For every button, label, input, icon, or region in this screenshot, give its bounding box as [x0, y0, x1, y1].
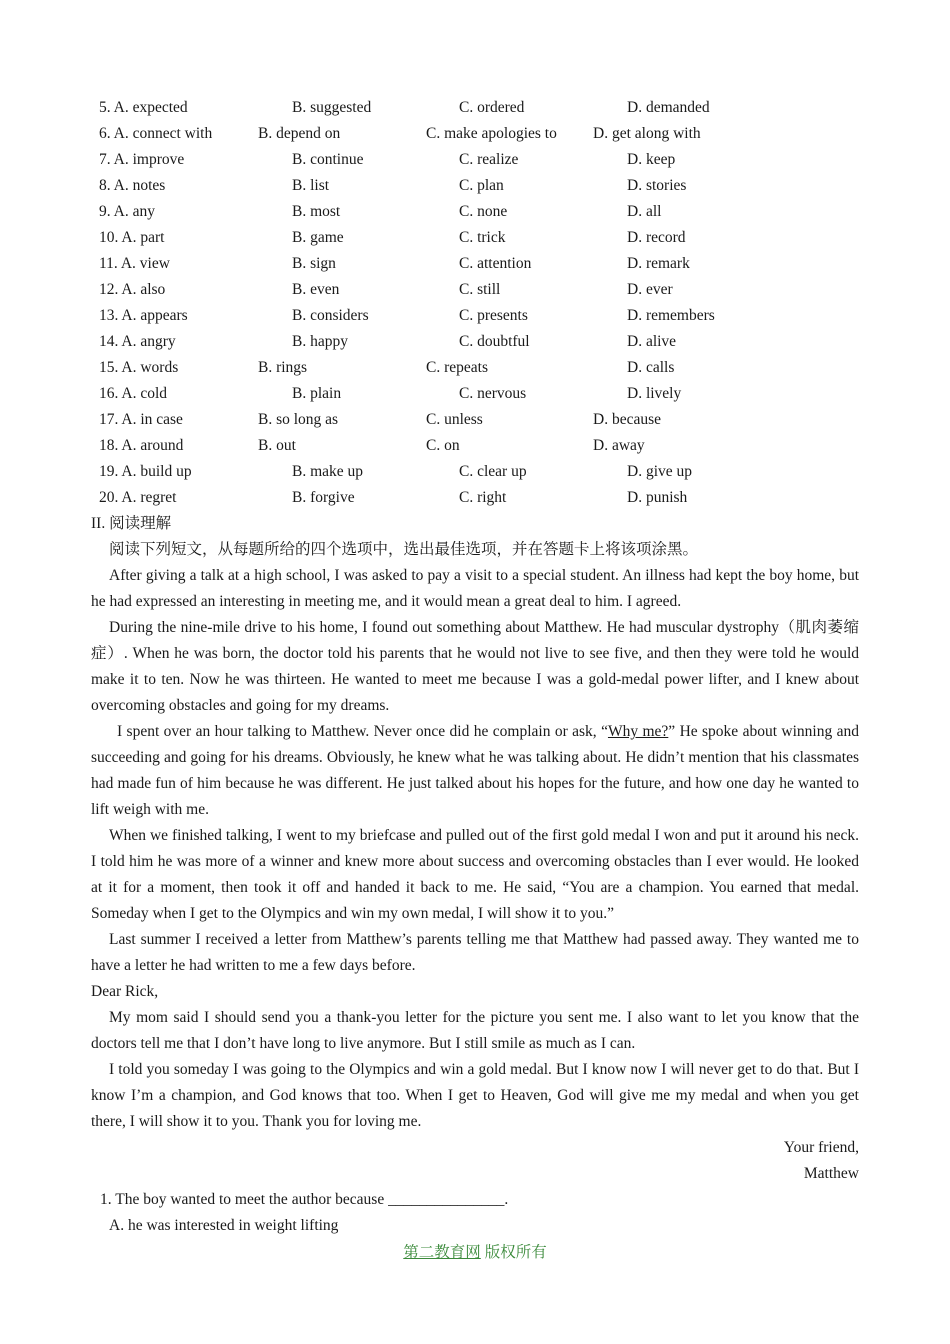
option-d: D. remembers	[627, 307, 715, 324]
passage-paragraph-1: After giving a talk at a high school, I was asked to pay a visit to a special student. An illness had kept the boy home, but he had expressed an interesting in meeting me, and it would mean a great deal to him. I agreed.	[91, 567, 859, 610]
option-number-a: 12. A. also	[99, 281, 166, 298]
option-row	[91, 121, 859, 147]
option-d: D. punish	[627, 489, 688, 506]
option-row	[91, 459, 859, 485]
option-b: B. list	[292, 177, 330, 194]
option-b: B. most	[292, 203, 341, 220]
option-d: D. record	[627, 229, 686, 246]
option-c: C. right	[459, 489, 507, 506]
option-number-a: 20. A. regret	[99, 489, 177, 506]
option-b: B. forgive	[292, 489, 355, 506]
letter-signature: Matthew	[803, 1165, 859, 1182]
option-d: D. get along with	[593, 125, 701, 142]
option-b: B. depend on	[258, 125, 341, 142]
option-number-a: 14. A. angry	[99, 333, 176, 350]
option-b: B. so long as	[258, 411, 339, 428]
option-b: B. plain	[292, 385, 342, 402]
p3-text-after: ” He spoke about winning and succeeding and going for his dreams. Obviously, he knew what he was talking about. He didn’t mention that his classmates had made fun of him because he was different. He just talked about his hopes for the future, and how one day he wanted to lift weigh with me.	[91, 723, 859, 818]
option-number-a: 10. A. part	[99, 229, 165, 246]
option-d: D. lively	[627, 385, 682, 402]
option-b: B. rings	[258, 359, 308, 376]
option-b: B. even	[292, 281, 340, 298]
option-c: C. ordered	[459, 99, 525, 116]
option-row	[91, 433, 859, 459]
option-c: C. realize	[459, 151, 519, 168]
passage-paragraph-5: Last summer I received a letter from Matthew’s parents telling me that Matthew had passed away. They wanted me to have a letter he had written to me a few days before.	[91, 931, 859, 974]
option-d: D. ever	[627, 281, 673, 298]
option-b: B. considers	[292, 307, 369, 324]
why-me-underlined: Why me?	[607, 723, 669, 740]
option-d: D. give up	[627, 463, 693, 480]
option-number-a: 8. A. notes	[99, 177, 166, 194]
option-b: B. sign	[292, 255, 336, 272]
option-d: D. demanded	[627, 99, 710, 116]
option-number-a: 11. A. view	[99, 255, 170, 272]
option-d: D. stories	[627, 177, 687, 194]
option-b: B. continue	[292, 151, 364, 168]
letter-paragraph-2: I told you someday I was going to the Olympics and win a gold medal. But I know now I will never get to do that. But I know I’m a champion, and God knows that too. When I get to Heaven, God will give me my medal and when you get there, I will show it to you. Thank you for loving me.	[91, 1061, 859, 1130]
option-number-a: 16. A. cold	[99, 385, 168, 402]
option-c: C. trick	[459, 229, 506, 246]
option-row	[91, 355, 859, 381]
option-d: D. calls	[627, 359, 675, 376]
option-c: C. make apologies to	[426, 125, 557, 142]
option-c: C. still	[459, 281, 501, 298]
letter-paragraph-1: My mom said I should send you a thank-you letter for the picture you sent me. I also want to let you know that the doctors tell me that I don’t have long to live anymore. But I still smile as much as I can.	[91, 1009, 859, 1052]
option-row	[91, 303, 859, 329]
options-table	[91, 95, 859, 511]
section-heading: II. 阅读理解	[91, 515, 172, 532]
option-row	[91, 407, 859, 433]
letter-closing: Your friend,	[783, 1139, 859, 1156]
option-b: B. suggested	[292, 99, 372, 116]
option-number-a: 17. A. in case	[99, 411, 183, 428]
option-c: C. nervous	[459, 385, 527, 402]
option-d: D. because	[593, 411, 661, 428]
footer-site-link[interactable]: 第二教育网	[403, 1244, 481, 1261]
option-c: C. doubtful	[459, 333, 530, 350]
passage-paragraph-3	[91, 719, 859, 823]
option-row	[91, 173, 859, 199]
option-c: C. repeats	[426, 359, 488, 376]
option-d: D. remark	[627, 255, 690, 272]
option-c: C. clear up	[459, 463, 527, 480]
option-number-a: 13. A. appears	[99, 307, 188, 324]
question-1-stem: 1. The boy wanted to meet the author because _______________.	[100, 1191, 509, 1208]
option-b: B. make up	[292, 463, 364, 480]
option-row	[91, 147, 859, 173]
option-number-a: 18. A. around	[99, 437, 184, 454]
option-d: D. away	[593, 437, 645, 454]
option-number-a: 6. A. connect with	[99, 125, 213, 142]
footer-rights: 版权所有	[480, 1244, 547, 1261]
option-number-a: 15. A. words	[99, 359, 179, 376]
option-c: C. unless	[426, 411, 483, 428]
option-b: B. happy	[292, 333, 348, 350]
option-row	[91, 277, 859, 303]
option-c: C. plan	[459, 177, 504, 194]
question-1-option-a: A. he was interested in weight lifting	[109, 1217, 339, 1234]
option-row	[91, 485, 859, 511]
passage-paragraph-4: When we finished talking, I went to my briefcase and pulled out of the first gold medal I won and put it around his neck. I told him he was more of a winner and knew more about success and overcoming obstacles than I ever would. He looked at it for a moment, then took it off and handed it back to me. He said, “You are a champion. You earned that medal. Someday when I get to the Olympics and win my own medal, I will show it to you.”	[91, 827, 859, 922]
page-footer	[0, 1240, 950, 1266]
option-row	[91, 381, 859, 407]
option-d: D. all	[627, 203, 662, 220]
option-c: C. none	[459, 203, 508, 220]
option-number-a: 19. A. build up	[99, 463, 192, 480]
option-c: C. presents	[459, 307, 528, 324]
option-row	[91, 329, 859, 355]
option-number-a: 5. A. expected	[99, 99, 188, 116]
option-b: B. out	[258, 437, 296, 454]
option-row	[91, 225, 859, 251]
letter-salutation: Dear Rick,	[91, 983, 159, 1000]
option-row	[91, 95, 859, 121]
option-row	[91, 199, 859, 225]
option-b: B. game	[292, 229, 344, 246]
passage-paragraph-2: During the nine-mile drive to his home, I found out something about Matthew. He had muscular dystrophy（肌肉萎缩症）. When he was born, the doctor told his parents that he would not live to see five, and then they were told he would make it to ten. Now he was thirteen. He wanted to meet me because I was a gold-medal power lifter, and I knew about overcoming obstacles and going for my dreams.	[91, 619, 859, 714]
option-c: C. on	[426, 437, 460, 454]
option-d: D. keep	[627, 151, 676, 168]
option-number-a: 7. A. improve	[99, 151, 185, 168]
option-c: C. attention	[459, 255, 532, 272]
document-page	[91, 95, 859, 1239]
option-row	[91, 251, 859, 277]
instruction-text: 阅读下列短文，从每题所给的四个选项中，选出最佳选项，并在答题卡上将该项涂黑。	[109, 541, 699, 558]
p3-text-before: I spent over an hour talking to Matthew. Never once did he complain or ask, “	[117, 723, 608, 740]
option-d: D. alive	[627, 333, 677, 350]
option-number-a: 9. A. any	[99, 203, 155, 220]
